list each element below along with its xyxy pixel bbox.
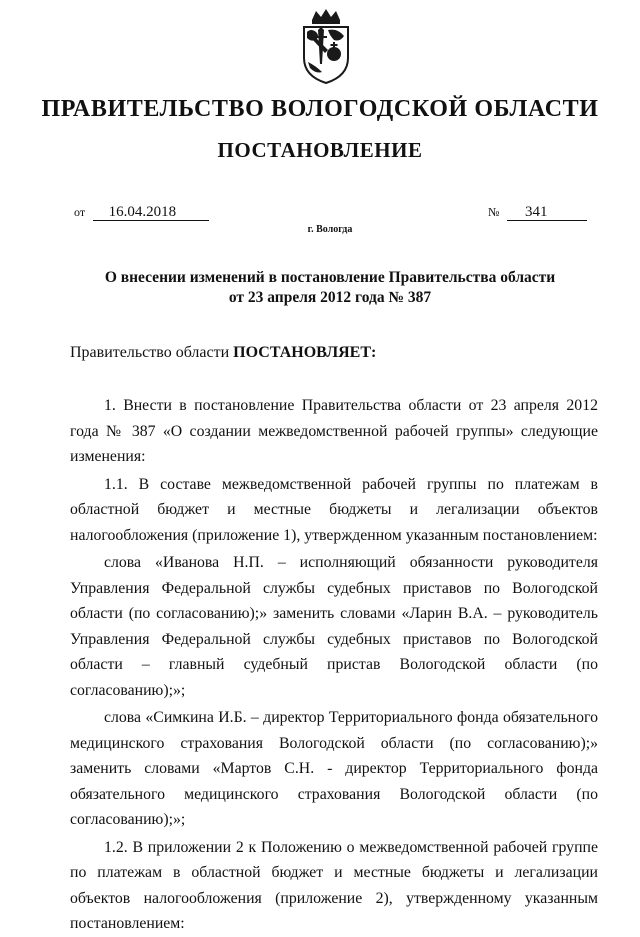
subject-line-2: от 23 апреля 2012 года № 387 (228, 289, 432, 306)
number-label: № (488, 205, 500, 219)
number-field (488, 204, 587, 221)
paragraph: 1.1. В составе межведомственной рабочей группы по платежам в областной бюджет и местные бюджеты и легализации объектов налогообложения (приложение 1), утвержденном указанным постановлением: (70, 475, 598, 544)
paragraph: слова «Симкина И.Б. – директор Территориального фонда обязательного медицинского страхования Вологодской области (по согласованию);» заменить словами «Мартов С.Н. - директор Территориального фонда обязательного медицинского страхования Вологодской области (по согласованию);»; (70, 709, 598, 828)
date-value: 16.04.2018 (93, 204, 209, 221)
paragraph: 1. Внести в постановление Правительства области от 23 апреля 2012 года № 387 «О создании межведомственной рабочей группы» следующие изменения: (70, 397, 598, 465)
date-field (74, 204, 209, 221)
preamble (70, 344, 376, 362)
city: г. Вологда (307, 224, 353, 235)
preamble-decree: ПОСТАНОВЛЯЕТ: (233, 344, 377, 361)
document-subject (0, 268, 640, 308)
paragraph: слова «Иванова Н.П. – исполняющий обязанности руководителя Управления Федеральной службы судебных приставов по Вологодской области (по согласованию);» заменить словами «Ларин В.А. – руководитель Управления Федеральной службы судебных приставов по Вологодской области – главный судебный пристав Вологодской области (по согласованию);»; (70, 554, 598, 699)
date-label: от (74, 205, 86, 219)
number-value: 341 (507, 204, 587, 221)
vologda-coat-of-arms-icon (298, 6, 354, 86)
government-name: ПРАВИТЕЛЬСТВО ВОЛОГОДСКОЙ ОБЛАСТИ (41, 96, 599, 122)
body-text (70, 393, 598, 937)
document-type: ПОСТАНОВЛЕНИЕ (217, 138, 423, 162)
preamble-text: Правительство области (70, 344, 234, 361)
paragraph: 1.2. В приложении 2 к Положению о межведомственной рабочей группе по платежам в областной бюджет и местные бюджеты и легализации объектов налогообложения (приложение 2), утвержденному указанным постановлением: (70, 838, 598, 932)
subject-line-1: О внесении изменений в постановление Правительства области (104, 269, 556, 286)
